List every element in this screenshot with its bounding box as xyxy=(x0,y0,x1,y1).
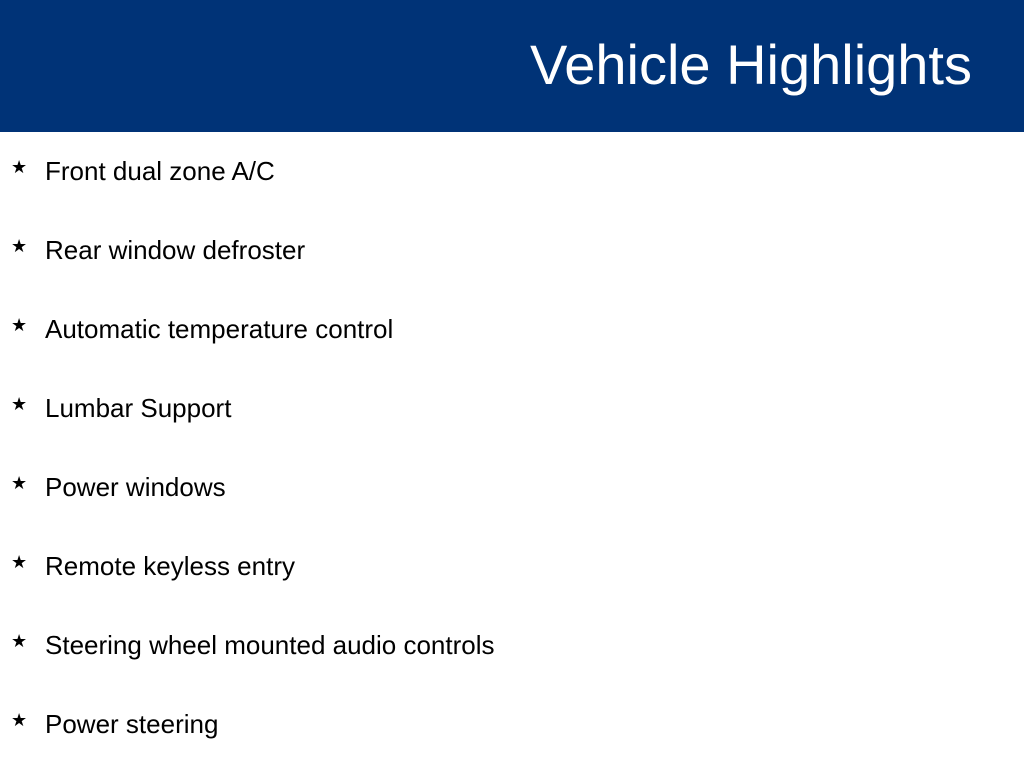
highlight-label: Power steering xyxy=(45,709,219,739)
star-icon: ★ xyxy=(11,315,28,336)
star-icon: ★ xyxy=(11,473,28,494)
list-item xyxy=(0,291,1024,370)
star-icon: ★ xyxy=(11,157,28,178)
list-item xyxy=(0,686,1024,765)
highlight-label: Lumbar Support xyxy=(45,393,232,423)
list-item xyxy=(0,607,1024,686)
star-icon: ★ xyxy=(11,552,28,573)
list-item xyxy=(0,212,1024,291)
title-banner xyxy=(0,0,1024,132)
highlight-label: Power windows xyxy=(45,472,226,502)
list-item xyxy=(0,133,1024,212)
highlight-label: Automatic temperature control xyxy=(45,314,394,344)
star-icon: ★ xyxy=(11,710,28,731)
star-icon: ★ xyxy=(11,394,28,415)
star-icon: ★ xyxy=(11,236,28,257)
highlight-label: Front dual zone A/C xyxy=(45,156,275,186)
highlight-label: Steering wheel mounted audio controls xyxy=(45,630,495,660)
slide-title: Vehicle Highlights xyxy=(529,33,972,96)
list-item xyxy=(0,449,1024,528)
highlights-list xyxy=(0,133,1024,765)
list-item xyxy=(0,528,1024,607)
list-item xyxy=(0,370,1024,449)
highlight-label: Remote keyless entry xyxy=(45,551,295,581)
star-icon: ★ xyxy=(11,631,28,652)
highlight-label: Rear window defroster xyxy=(45,235,306,265)
